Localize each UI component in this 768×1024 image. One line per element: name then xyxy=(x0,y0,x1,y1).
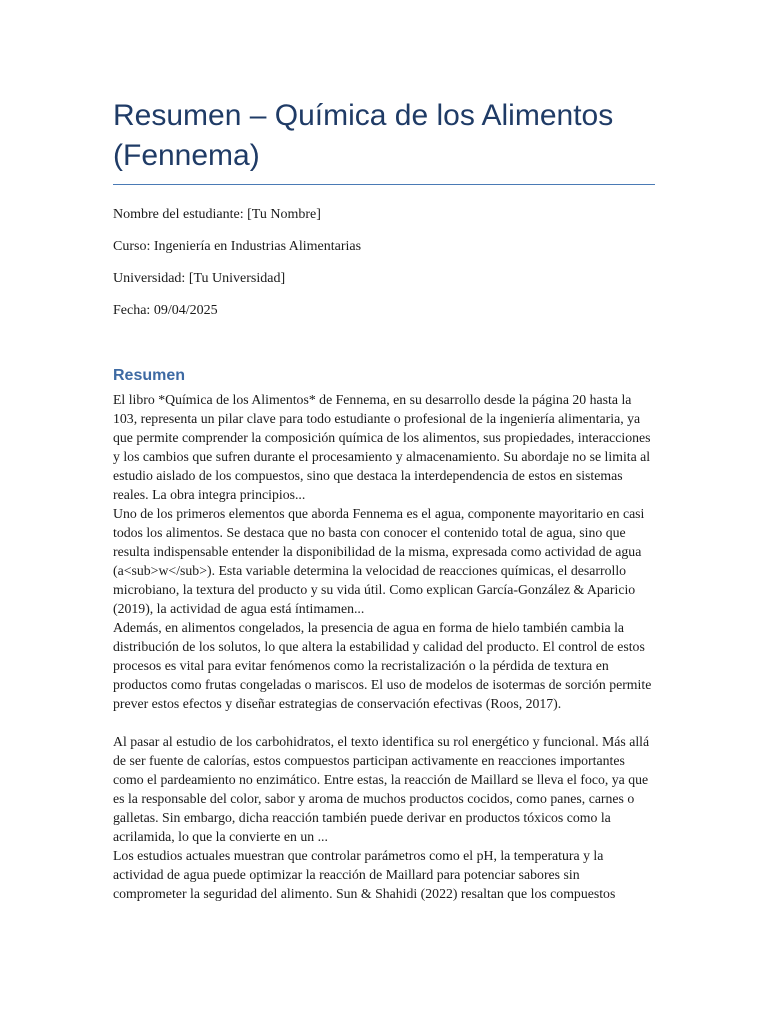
date-line: Fecha: 09/04/2025 xyxy=(113,303,218,318)
course-line: Curso: Ingeniería en Industrias Alimentarias xyxy=(113,239,362,254)
student-name-line: Nombre del estudiante: [Tu Nombre] xyxy=(113,207,321,222)
student-info xyxy=(113,205,655,320)
document-page xyxy=(113,0,655,903)
paragraph-carbohydrates: Al pasar al estudio de los carbohidratos, el texto identifica su rol energético y funcional. Más allá de ser fuente de calorías, estos compuestos participan activamente en reacciones importantes como el pardeamiento no enzimático. Entre estas, la reacción de Maillard se lleva el foco, ya que es la responsable del color, sabor y aroma de muchos productos cocidos, como panes, carnes o galletas. Sin embargo, dicha reacción también puede derivar en productos tóxicos como la acrilamida, lo que la convierte en un ... xyxy=(113,734,650,844)
paragraph-intro: El libro *Química de los Alimentos* de Fennema, en su desarrollo desde la página 20 hasta la 103, representa un pilar clave para todo estudiante o profesional de la ingeniería alimentaria, ya que permite comprender la composición química de los alimentos, sus propiedades, interacciones y los cambios que sufren durante el procesamiento y almacenamiento. Su abordaje no se limita al estudio aislado de los compuestos, sino que destaca la interdependencia de estos en sistemas reales. La obra integra principios... xyxy=(113,392,651,502)
paragraph-water: Uno de los primeros elementos que aborda Fennema es el agua, componente mayoritario en casi todos los alimentos. Se destaca que no basta con conocer el contenido total de agua, sino que resulta indispensable entender la disponibilidad de la misma, expresada como actividad de agua (a<sub>w</sub>). Esta variable determina la velocidad de reacciones químicas, el desarrollo microbiano, la textura del producto y su vida útil. Como explican García-González & Aparicio (2019), la actividad de agua está íntimamen... xyxy=(113,506,645,616)
document-title: Resumen – Química de los Alimentos (Fennema) xyxy=(113,99,614,172)
paragraph-maillard-studies: Los estudios actuales muestran que controlar parámetros como el pH, la temperatura y la actividad de agua puede optimizar la reacción de Maillard para potenciar sabores sin comprometer la seguridad del alimento. Sun & Shahidi (2022) resaltan que los compuestos xyxy=(113,848,616,901)
title-underline xyxy=(113,184,655,185)
paragraph-frozen-foods: Además, en alimentos congelados, la presencia de agua en forma de hielo también cambia la distribución de los solutos, lo que altera la estabilidad y calidad del producto. El control de estos procesos es vital para evitar fenómenos como la recristalización o la pérdida de textura en productos como frutas congeladas o mariscos. El uso de modelos de isotermas de sorción permite prever estos efectos y diseñar estrategias de conservación efectivas (Roos, 2017). xyxy=(113,620,652,711)
university-line: Universidad: [Tu Universidad] xyxy=(113,271,286,286)
section-heading-resumen: Resumen xyxy=(113,367,186,384)
summary-body xyxy=(113,390,655,903)
